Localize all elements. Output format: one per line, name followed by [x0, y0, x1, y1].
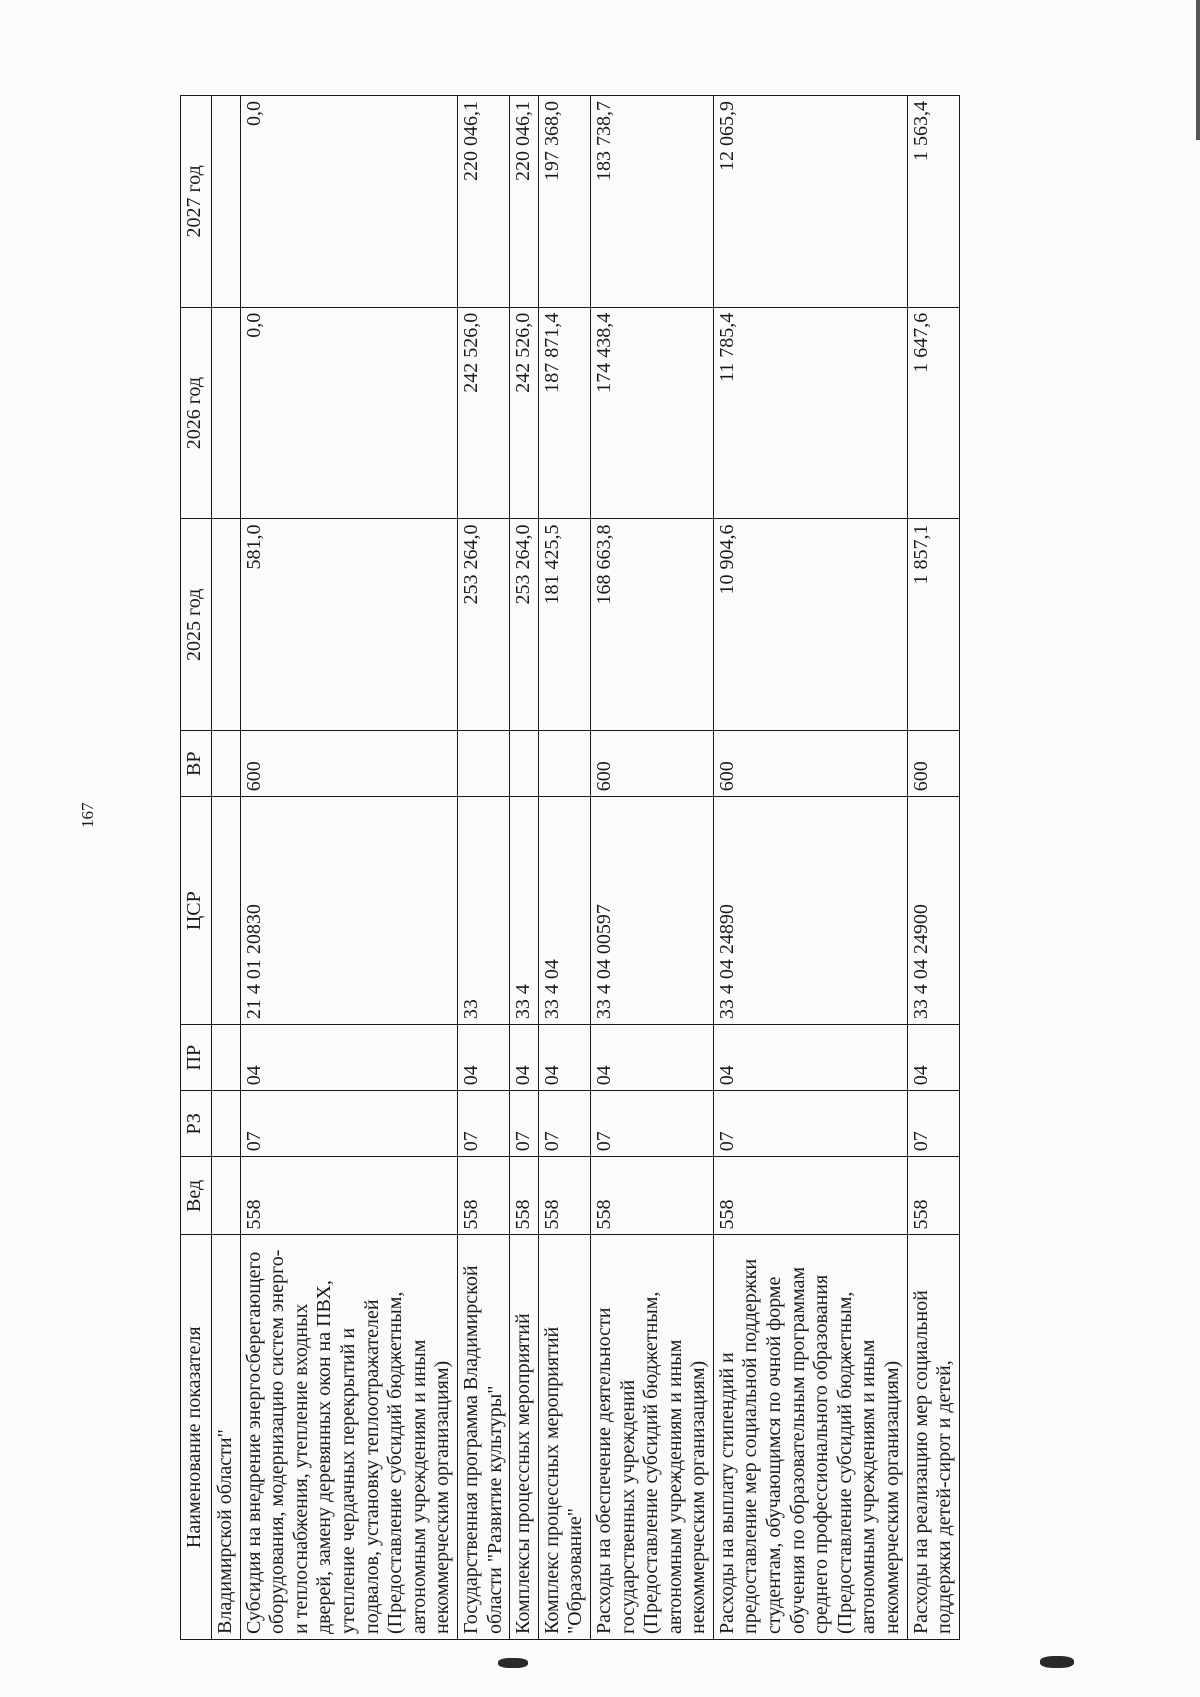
table-row: [907, 96, 959, 1640]
table-row: [212, 96, 241, 1640]
budget-table-container: [180, 95, 1090, 1640]
cell-2027: 197 368,0: [538, 96, 590, 308]
cell-vr: 600: [713, 731, 907, 797]
cell-name: Расходы на реализацию мер социальной поддержки детей-сирот и детей,: [907, 1235, 959, 1640]
cell-vr: [538, 731, 590, 797]
cell-csr: 21 4 01 20830: [240, 797, 457, 1025]
header-vr: ВР: [181, 731, 212, 797]
cell-pr: [212, 1025, 241, 1091]
scan-speck: [498, 1658, 528, 1668]
cell-csr: 33 4 04: [538, 797, 590, 1025]
cell-ved: 558: [457, 1157, 509, 1235]
cell-pr: 04: [240, 1025, 457, 1091]
cell-ved: 558: [590, 1157, 713, 1235]
scan-edge: [1196, 0, 1200, 140]
cell-vr: [212, 731, 241, 797]
cell-name: Комплексы процессных мероприятий: [510, 1235, 539, 1640]
cell-2027: 220 046,1: [457, 96, 509, 308]
cell-rz: 07: [538, 1091, 590, 1157]
cell-2025: 253 264,0: [510, 519, 539, 731]
table-header-row: [181, 96, 212, 1640]
table-row: [510, 96, 539, 1640]
cell-vr: [510, 731, 539, 797]
cell-vr: [457, 731, 509, 797]
scan-speck: [1040, 1656, 1074, 1668]
cell-2025: 168 663,8: [590, 519, 713, 731]
cell-name: Государственная программа Владимирской области "Развитие культуры": [457, 1235, 509, 1640]
cell-ved: 558: [510, 1157, 539, 1235]
budget-table: [180, 95, 960, 1640]
cell-2027: 220 046,1: [510, 96, 539, 308]
cell-csr: 33 4 04 00597: [590, 797, 713, 1025]
cell-rz: 07: [713, 1091, 907, 1157]
cell-ved: [212, 1157, 241, 1235]
table-row: [538, 96, 590, 1640]
cell-2026: 174 438,4: [590, 307, 713, 519]
cell-2025: 10 904,6: [713, 519, 907, 731]
cell-rz: 07: [510, 1091, 539, 1157]
table-row: [590, 96, 713, 1640]
cell-name: Субсидия на внедрение энергосберегающего оборудования, модернизацию систем энерго- и теплоснабжения, утепление входных дверей, замену деревянных окон на ПВХ, утепление чердачных перекрытий и подвалов, установку теплоотражателей (Предоставление субсидий бюджетным, автономным учреждениям и иным некоммерческим организациям): [240, 1235, 457, 1640]
cell-csr: 33: [457, 797, 509, 1025]
cell-ved: 558: [538, 1157, 590, 1235]
header-ved: Вед: [181, 1157, 212, 1235]
cell-2025: 181 425,5: [538, 519, 590, 731]
cell-2027: 1 563,4: [907, 96, 959, 308]
cell-2026: 0,0: [240, 307, 457, 519]
header-2026: 2026 год: [181, 307, 212, 519]
cell-rz: 07: [590, 1091, 713, 1157]
header-name: Наименование показателя: [181, 1235, 212, 1640]
cell-name: Расходы на обеспечение деятельности государственных учреждений (Предоставление субсидий бюджетным, автономным учреждениям и иным некоммерческим организациям): [590, 1235, 713, 1640]
cell-2027: 12 065,9: [713, 96, 907, 308]
header-csr: ЦСР: [181, 797, 212, 1025]
header-pr: ПР: [181, 1025, 212, 1091]
cell-csr: 33 4 04 24890: [713, 797, 907, 1025]
cell-2025: [212, 519, 241, 731]
cell-csr: 33 4 04 24900: [907, 797, 959, 1025]
header-rz: РЗ: [181, 1091, 212, 1157]
table-row: [457, 96, 509, 1640]
cell-vr: 600: [907, 731, 959, 797]
cell-csr: [212, 797, 241, 1025]
cell-2025: 253 264,0: [457, 519, 509, 731]
cell-rz: 07: [457, 1091, 509, 1157]
cell-pr: 04: [457, 1025, 509, 1091]
header-2027: 2027 год: [181, 96, 212, 308]
cell-pr: 04: [713, 1025, 907, 1091]
cell-2027: 183 738,7: [590, 96, 713, 308]
cell-ved: 558: [713, 1157, 907, 1235]
cell-name: Комплекс процессных мероприятий "Образование": [538, 1235, 590, 1640]
cell-pr: 04: [510, 1025, 539, 1091]
table-row: [240, 96, 457, 1640]
cell-pr: 04: [907, 1025, 959, 1091]
cell-2026: 11 785,4: [713, 307, 907, 519]
cell-2026: [212, 307, 241, 519]
cell-pr: 04: [538, 1025, 590, 1091]
cell-2027: [212, 96, 241, 308]
cell-2026: 242 526,0: [510, 307, 539, 519]
cell-2027: 0,0: [240, 96, 457, 308]
cell-pr: 04: [590, 1025, 713, 1091]
header-2025: 2025 год: [181, 519, 212, 731]
cell-2026: 1 647,6: [907, 307, 959, 519]
cell-rz: 07: [240, 1091, 457, 1157]
cell-2025: 1 857,1: [907, 519, 959, 731]
cell-vr: 600: [240, 731, 457, 797]
cell-ved: 558: [240, 1157, 457, 1235]
cell-name: Владимирской области": [212, 1235, 241, 1640]
cell-csr: 33 4: [510, 797, 539, 1025]
cell-2026: 242 526,0: [457, 307, 509, 519]
page-number: 167: [78, 802, 97, 828]
cell-2025: 581,0: [240, 519, 457, 731]
cell-rz: [212, 1091, 241, 1157]
cell-name: Расходы на выплату стипендий и предоставление мер социальной поддержки студентам, обучающимся по очной форме обучения по образовательным программам среднего профессионального образования (Предоставление субсидий бюджетным, автономным учреждениям и иным некоммерческим организациям): [713, 1235, 907, 1640]
table-row: [713, 96, 907, 1640]
cell-vr: 600: [590, 731, 713, 797]
cell-2026: 187 871,4: [538, 307, 590, 519]
cell-ved: 558: [907, 1157, 959, 1235]
cell-rz: 07: [907, 1091, 959, 1157]
